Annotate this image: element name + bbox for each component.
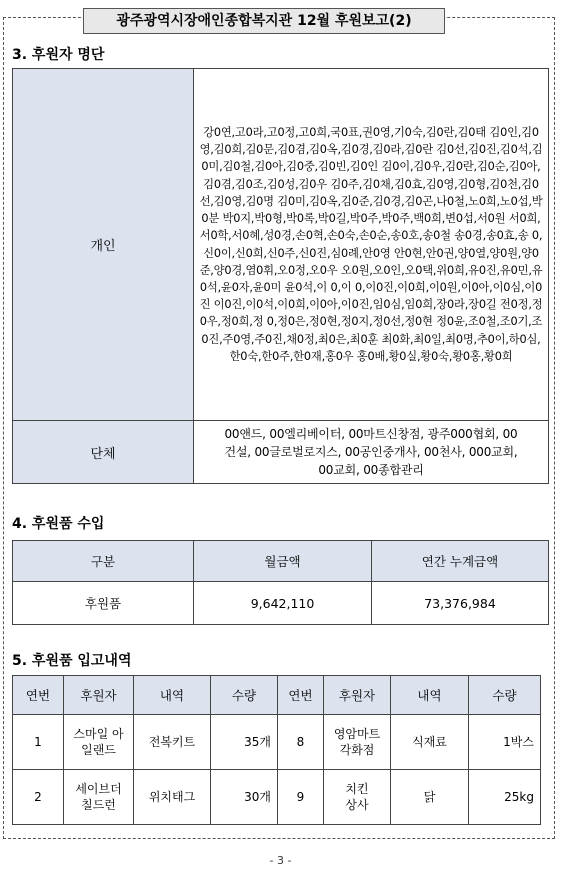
report-title: 광주광역시장애인종합복지관 12월 후원보고(2): [83, 8, 445, 34]
receipt-row: [13, 715, 541, 770]
receipt-header-row: [13, 676, 541, 715]
receipt-header-qty-a: 수량: [211, 676, 278, 715]
income-data-row: [13, 582, 549, 625]
receipt-header-no-b: 연번: [278, 676, 324, 715]
receipt-item-a: 위치태그: [134, 770, 211, 825]
income-header-row: [13, 541, 549, 582]
donor-section-heading: 3. 후원자 명단: [12, 47, 105, 63]
receipt-no-a: 2: [13, 770, 64, 825]
receipt-header-qty-b: 수량: [469, 676, 541, 715]
receipt-donor-a: 스마일 아일랜드: [64, 715, 134, 770]
receipt-item-b: 식재료: [391, 715, 469, 770]
receipt-header-donor-b: 후원자: [324, 676, 391, 715]
receipt-header-item-a: 내역: [134, 676, 211, 715]
receipt-no-b: 9: [278, 770, 324, 825]
income-section-heading: 4. 후원품 수입: [12, 516, 105, 532]
receipt-qty-a: 30개: [211, 770, 278, 825]
page-number: - 3 -: [269, 854, 292, 867]
income-annual: 73,376,984: [372, 582, 549, 625]
receipt-table: [12, 675, 541, 825]
receipt-header-no-a: 연번: [13, 676, 64, 715]
receipt-header-donor-a: 후원자: [64, 676, 134, 715]
receipt-qty-b: 25kg: [469, 770, 541, 825]
individual-names: 강0연,고0라,고0정,고0희,국0표,권0영,기0숙,김0란,김0태 김0인,김0영,김0희,김0문,김0겸,김0옥,김0경,김0라,김0란 김0선,김0진,김0석,김0미,김0철,김0아,김0중,김0빈,김0인 김0이,김0우,김0란,김0순,김0아,김0겸,김0조,김0성,김0우 김0주,김0채,김0효,김0영,김0형,김0천,김0선,김0영,김0명 김0미,김0옥,김0준,김0경,김0곤,나0철,노0희,노0섭,박0분 박0지,박0형,박0록,박0길,박0주,박0주,백0희,변0섭,서0원 서0희,서0학,서0혜,성0경,손0혁,손0숙,손0순,송0호,송0철 송0경,송0효,송 0,신0이,신0희,신0주,신0진,심0례,안0영 안0현,안0권,양0열,양0원,양0준,양0경,염0휘,오0정,오0우 오0원,오0인,오0택,위0희,유0진,유0민,유0석,윤0자,윤0미 윤0석,이 0,이 0,이0진,이0희,이0원,이0아,이0심,이0진 이0진,이0석,이0희,이0아,이0진,임0심,임0희,장0라,장0길 전0정,정0우,정0희,정 0,정0은,정0현,정0지,정0선,정0현 정0윤,조0철,조0기,조0진,주0영,주0진,채0정,최0은,최0훈 최0화,최0일,최0명,추0이,하0심,한0숙,한0주,한0재,홍0우 홍0배,황0실,황0숙,황0홍,황0희: [194, 69, 549, 421]
receipt-section-heading: 5. 후원품 입고내역: [12, 653, 132, 669]
receipt-qty-b: 1박스: [469, 715, 541, 770]
receipt-item-b: 닭: [391, 770, 469, 825]
receipt-donor-a: 세이브더 칠드런: [64, 770, 134, 825]
group-names: 00앤드, 00엘리베이터, 00마트신창점, 광주000협회, 00건설, 00글로벌로지스, 00공인중개사, 00천사, 000교회, 00교회, 00종합관리: [194, 421, 549, 484]
receipt-donor-b: 영암마트 각화점: [324, 715, 391, 770]
receipt-header-item-b: 내역: [391, 676, 469, 715]
income-header-category: 구분: [13, 541, 194, 582]
income-monthly: 9,642,110: [194, 582, 372, 625]
donor-table: [12, 68, 549, 484]
group-label: 단체: [13, 421, 194, 484]
income-table: [12, 540, 549, 625]
receipt-item-a: 전복키트: [134, 715, 211, 770]
group-row: [13, 421, 549, 484]
receipt-row: [13, 770, 541, 825]
income-header-monthly: 월금액: [194, 541, 372, 582]
receipt-qty-a: 35개: [211, 715, 278, 770]
individual-label: 개인: [13, 69, 194, 421]
income-header-annual: 연간 누계금액: [372, 541, 549, 582]
receipt-no-a: 1: [13, 715, 64, 770]
income-category: 후원품: [13, 582, 194, 625]
individual-row: [13, 69, 549, 421]
receipt-no-b: 8: [278, 715, 324, 770]
receipt-donor-b: 치킨 상사: [324, 770, 391, 825]
